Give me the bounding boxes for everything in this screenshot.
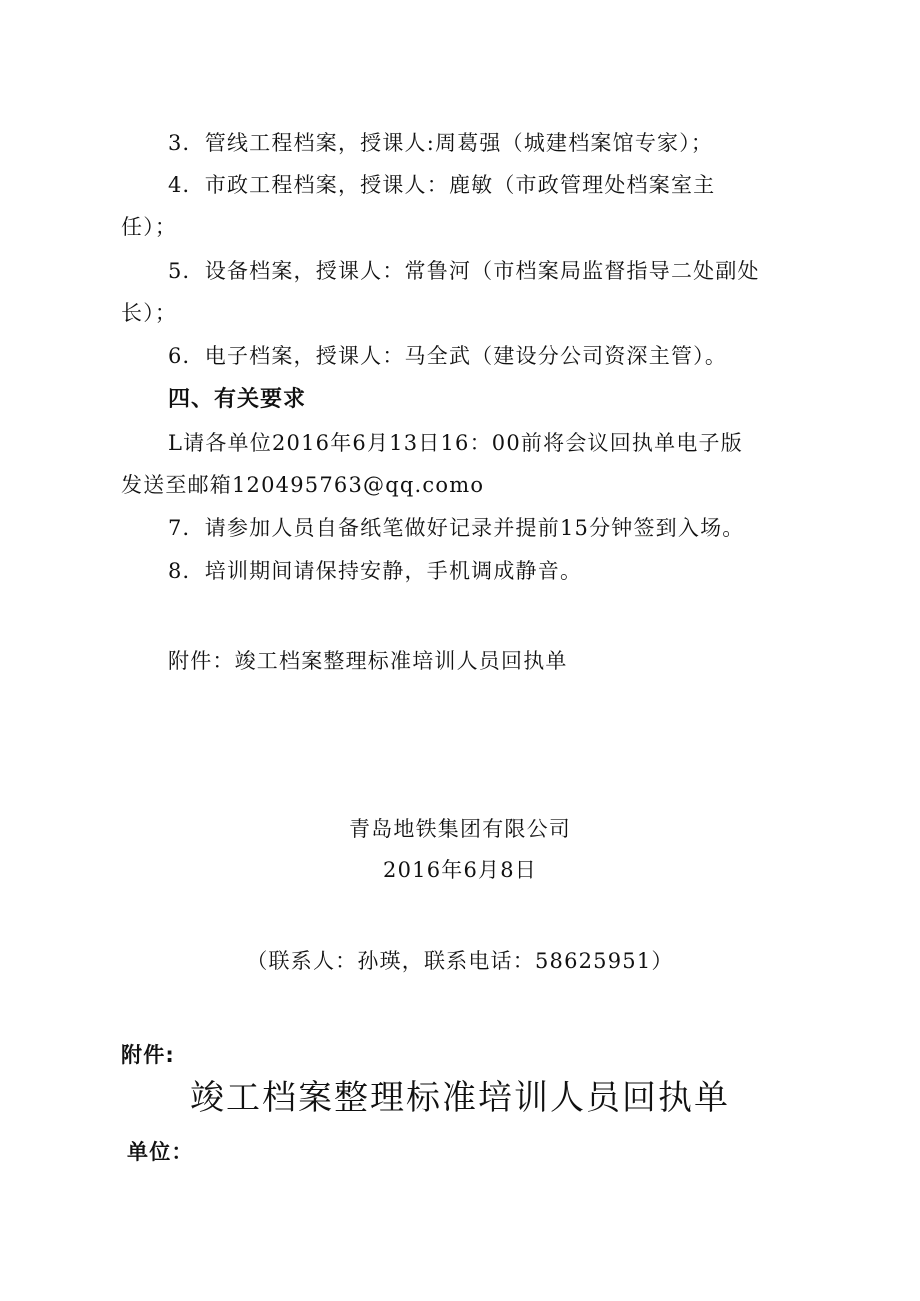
signature-date: 2016年6月8日: [383, 858, 537, 882]
contact-info: （联系人：孙瑛，联系电话：58625951）: [246, 949, 674, 973]
requirement-1-line1: L请各单位2016年6月13日16：00前将会议回执单电子版: [168, 431, 743, 455]
item-4-line1: 4．市政工程档案，授课人：鹿敏（市政管理处档案室主: [168, 173, 716, 197]
requirement-8: 8．培训期间请保持安静，手机调成静音。: [168, 559, 583, 583]
signature-org: 青岛地铁集团有限公司: [349, 817, 571, 841]
item-5-line2: 长）；: [121, 301, 178, 325]
attachment-title: 竣工档案整理标准培训人员回执单: [190, 1078, 730, 1118]
unit-label: 单位：: [127, 1140, 194, 1164]
section-4-heading: 四、有关要求: [168, 387, 307, 412]
requirement-7: 7．请参加人员自备纸笔做好记录并提前15分钟签到入场。: [168, 516, 745, 540]
attachment-note: 附件：竣工档案整理标准培训人员回执单: [168, 649, 568, 673]
item-5-line1: 5．设备档案，授课人：常鲁河（市档案局监督指导二处副处: [168, 259, 760, 283]
item-3: 3．管线工程档案，授课人:周葛强（城建档案馆专家）；: [168, 131, 714, 155]
item-4-line2: 任）；: [121, 215, 178, 239]
item-6: 6．电子档案，授课人：马全武（建设分公司资深主管）。: [168, 344, 728, 368]
requirement-1-line2: 发送至邮箱120495763@qq.como: [121, 473, 485, 497]
attachment-label: 附件:: [121, 1043, 175, 1067]
